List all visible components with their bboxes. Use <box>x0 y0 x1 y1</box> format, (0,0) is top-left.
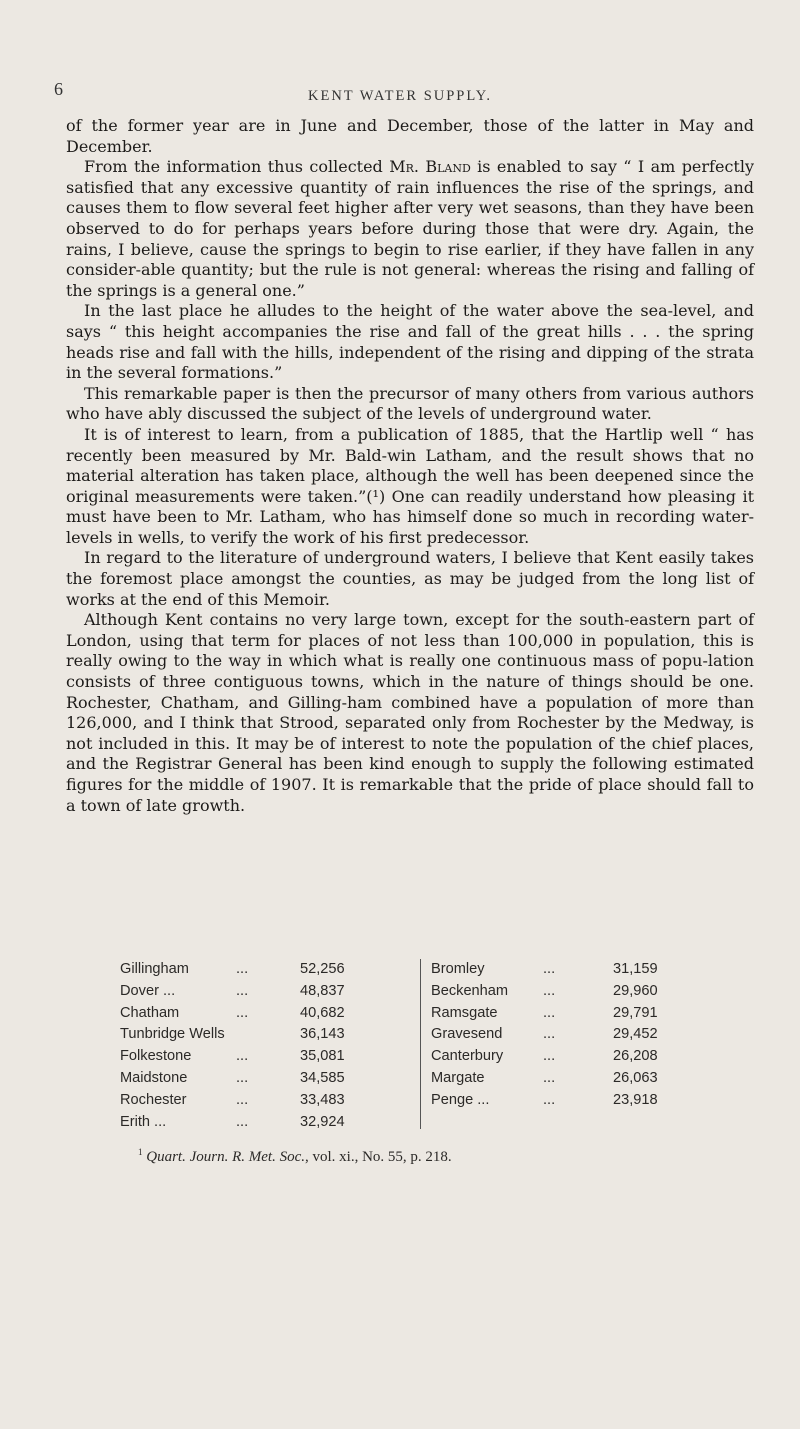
table-row: Rochester ... 33,483 <box>120 1091 345 1108</box>
population-column-right <box>420 959 691 1129</box>
table-row: Ramsgate ... 29,791 <box>431 1004 658 1021</box>
table-row: Chatham ... 40,682 <box>120 1004 345 1021</box>
running-head: KENT WATER SUPPLY. <box>307 88 492 104</box>
paragraph-3: In the last place he alludes to the height of the water above the sea-level, and says “ this height accompanies the rise and fall of the great hills . . . the spring heads rise and fall with the hills, independent of the rising and dipping of the strata in the several formations.” <box>66 301 754 383</box>
paragraph-6: In regard to the literature of underground waters, I believe that Kent easily takes the foremost place amongst the counties, as may be judged from the long list of works at the end of this Memoir. <box>66 548 754 609</box>
table-row: Maidstone ... 34,585 <box>120 1069 345 1086</box>
footnote-reference: , vol. xi., No. 55, p. 218. <box>304 1149 452 1165</box>
paragraph-5: It is of interest to learn, from a publication of 1885, that the Hartlip well “ has recently been measured by Mr. Bald-win Latham, and the result shows that no material alteration has taken place, although the well has been deepened since the original measurements were taken.”(¹) One can readily understand how pleasing it must have been to Mr. Latham, who has himself done so much in recording water-levels in wells, to verify the work of his first predecessor. <box>66 424 754 547</box>
table-row: Dover ... ... 48,837 <box>120 982 345 999</box>
table-row: Erith ... ... 32,924 <box>120 1113 345 1130</box>
table-row: Bromley ... 31,159 <box>431 961 658 977</box>
table-row: Beckenham ... 29,960 <box>431 982 658 999</box>
paragraph-1: of the former year are in June and December, those of the latter in May and December. <box>66 116 754 156</box>
table-row: Folkestone ... 35,081 <box>120 1048 345 1065</box>
table-row: Gravesend ... 29,452 <box>431 1026 658 1043</box>
table-row: Canterbury ... 26,208 <box>431 1048 658 1065</box>
footnote-journal: Quart. Journ. R. Met. Soc. <box>146 1149 305 1165</box>
body-text <box>66 116 754 816</box>
page-number: 6 <box>54 79 63 99</box>
population-column-left <box>120 959 378 1133</box>
table-row: Gillingham ... 52,256 <box>120 961 345 977</box>
paragraph-7: Although Kent contains no very large town, except for the south-eastern part of London, using that term for places of not less than 100,000 in population, this is really owing to the way in which what is really one continuous mass of popu-lation consists of three contiguous towns, which in the nature of things should be one. Rochester, Chatham, and Gilling-ham combined have a population of more than 126,000, and I think that Strood, separated only from Rochester by the Medway, is not included in this. It may be of interest to note the population of the chief places, and the Registrar General has been kind enough to supply the following estimated figures for the middle of 1907. It is remarkable that the pride of place should fall to a town of late growth. <box>66 610 754 815</box>
paragraph-2: From the information thus collected Mr. Bland is enabled to say “ I am perfectly satisfied that any excessive quantity of rain influences the rise of the springs, and causes them to flow several feet higher after very wet seasons, than they have been observed to do for perhaps years before during those that were dry. Again, the rains, I believe, cause the springs to begin to rise earlier, if they have fallen in any consider-able quantity; but the rule is not general: whereas the rising and falling of the springs is a general one.” <box>66 157 754 300</box>
footnote-marker: 1 <box>138 1147 143 1157</box>
footnote <box>138 1147 452 1166</box>
table-row: Tunbridge Wells 36,143 <box>120 1026 345 1043</box>
table-row: Penge ... ... 23,918 <box>431 1091 658 1108</box>
paragraph-4: This remarkable paper is then the precursor of many others from various authors who have ably discussed the subject of the levels of underground water. <box>66 383 754 424</box>
table-row: Margate ... 26,063 <box>431 1069 658 1086</box>
author-name: Mr. Bland <box>389 157 471 177</box>
